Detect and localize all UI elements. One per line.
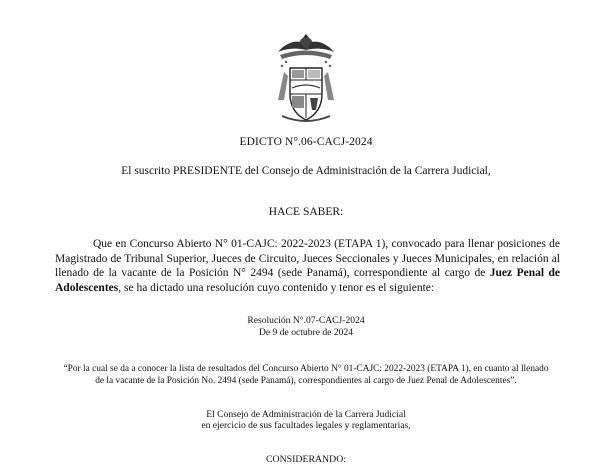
resolution-number: Resolución N°.07-CACJ-2024 (247, 315, 365, 326)
panama-coat-of-arms-icon (270, 28, 342, 126)
hace-saber-heading: HACE SABER: (268, 206, 344, 218)
resolution-quote: “Por la cual se da a conocer la lista de resultados del Concurso Abierto N° 01-CAJC: 2022-2023 (ETAPA 1), en cuanto al llenado de la vacante de la Posición No. 2494 (sede Panamá), correspondientes al cargo de Juez Penal de Adolescentes”. (63, 364, 549, 386)
council-line-2: en ejercicio de sus facultades legales y reglamentarias, (201, 420, 411, 431)
edict-intro: El suscrito PRESIDENTE del Consejo de Administración de la Carrera Judicial, (121, 165, 491, 177)
edict-body-paragraph (55, 237, 560, 295)
body-text-start: Que en Concurso Abierto N° 01-CAJC: 2022-2023 (ETAPA 1), convocado para llenar posiciones de Magistrado de Tribunal Superior, Jueces de Circuito, Jueces Seccionales y Jueces Municipales, en relación al llenado de la vacante de la Posición N° 2494 (sede Panamá), correspondiente al cargo de (55, 238, 560, 280)
resolution-date: De 9 de octubre de 2024 (258, 327, 354, 338)
body-text-end: , se ha dictado una resolución cuyo contenido y tenor es el siguiente: (118, 281, 435, 294)
considerando-heading: CONSIDERANDO: (265, 454, 346, 465)
edict-title: EDICTO N°.06-CACJ-2024 (239, 136, 373, 148)
council-line-1: El Consejo de Administración de la Carrera Judicial (206, 409, 406, 420)
position-title: Juez Penal de Adolescentes (55, 267, 560, 294)
